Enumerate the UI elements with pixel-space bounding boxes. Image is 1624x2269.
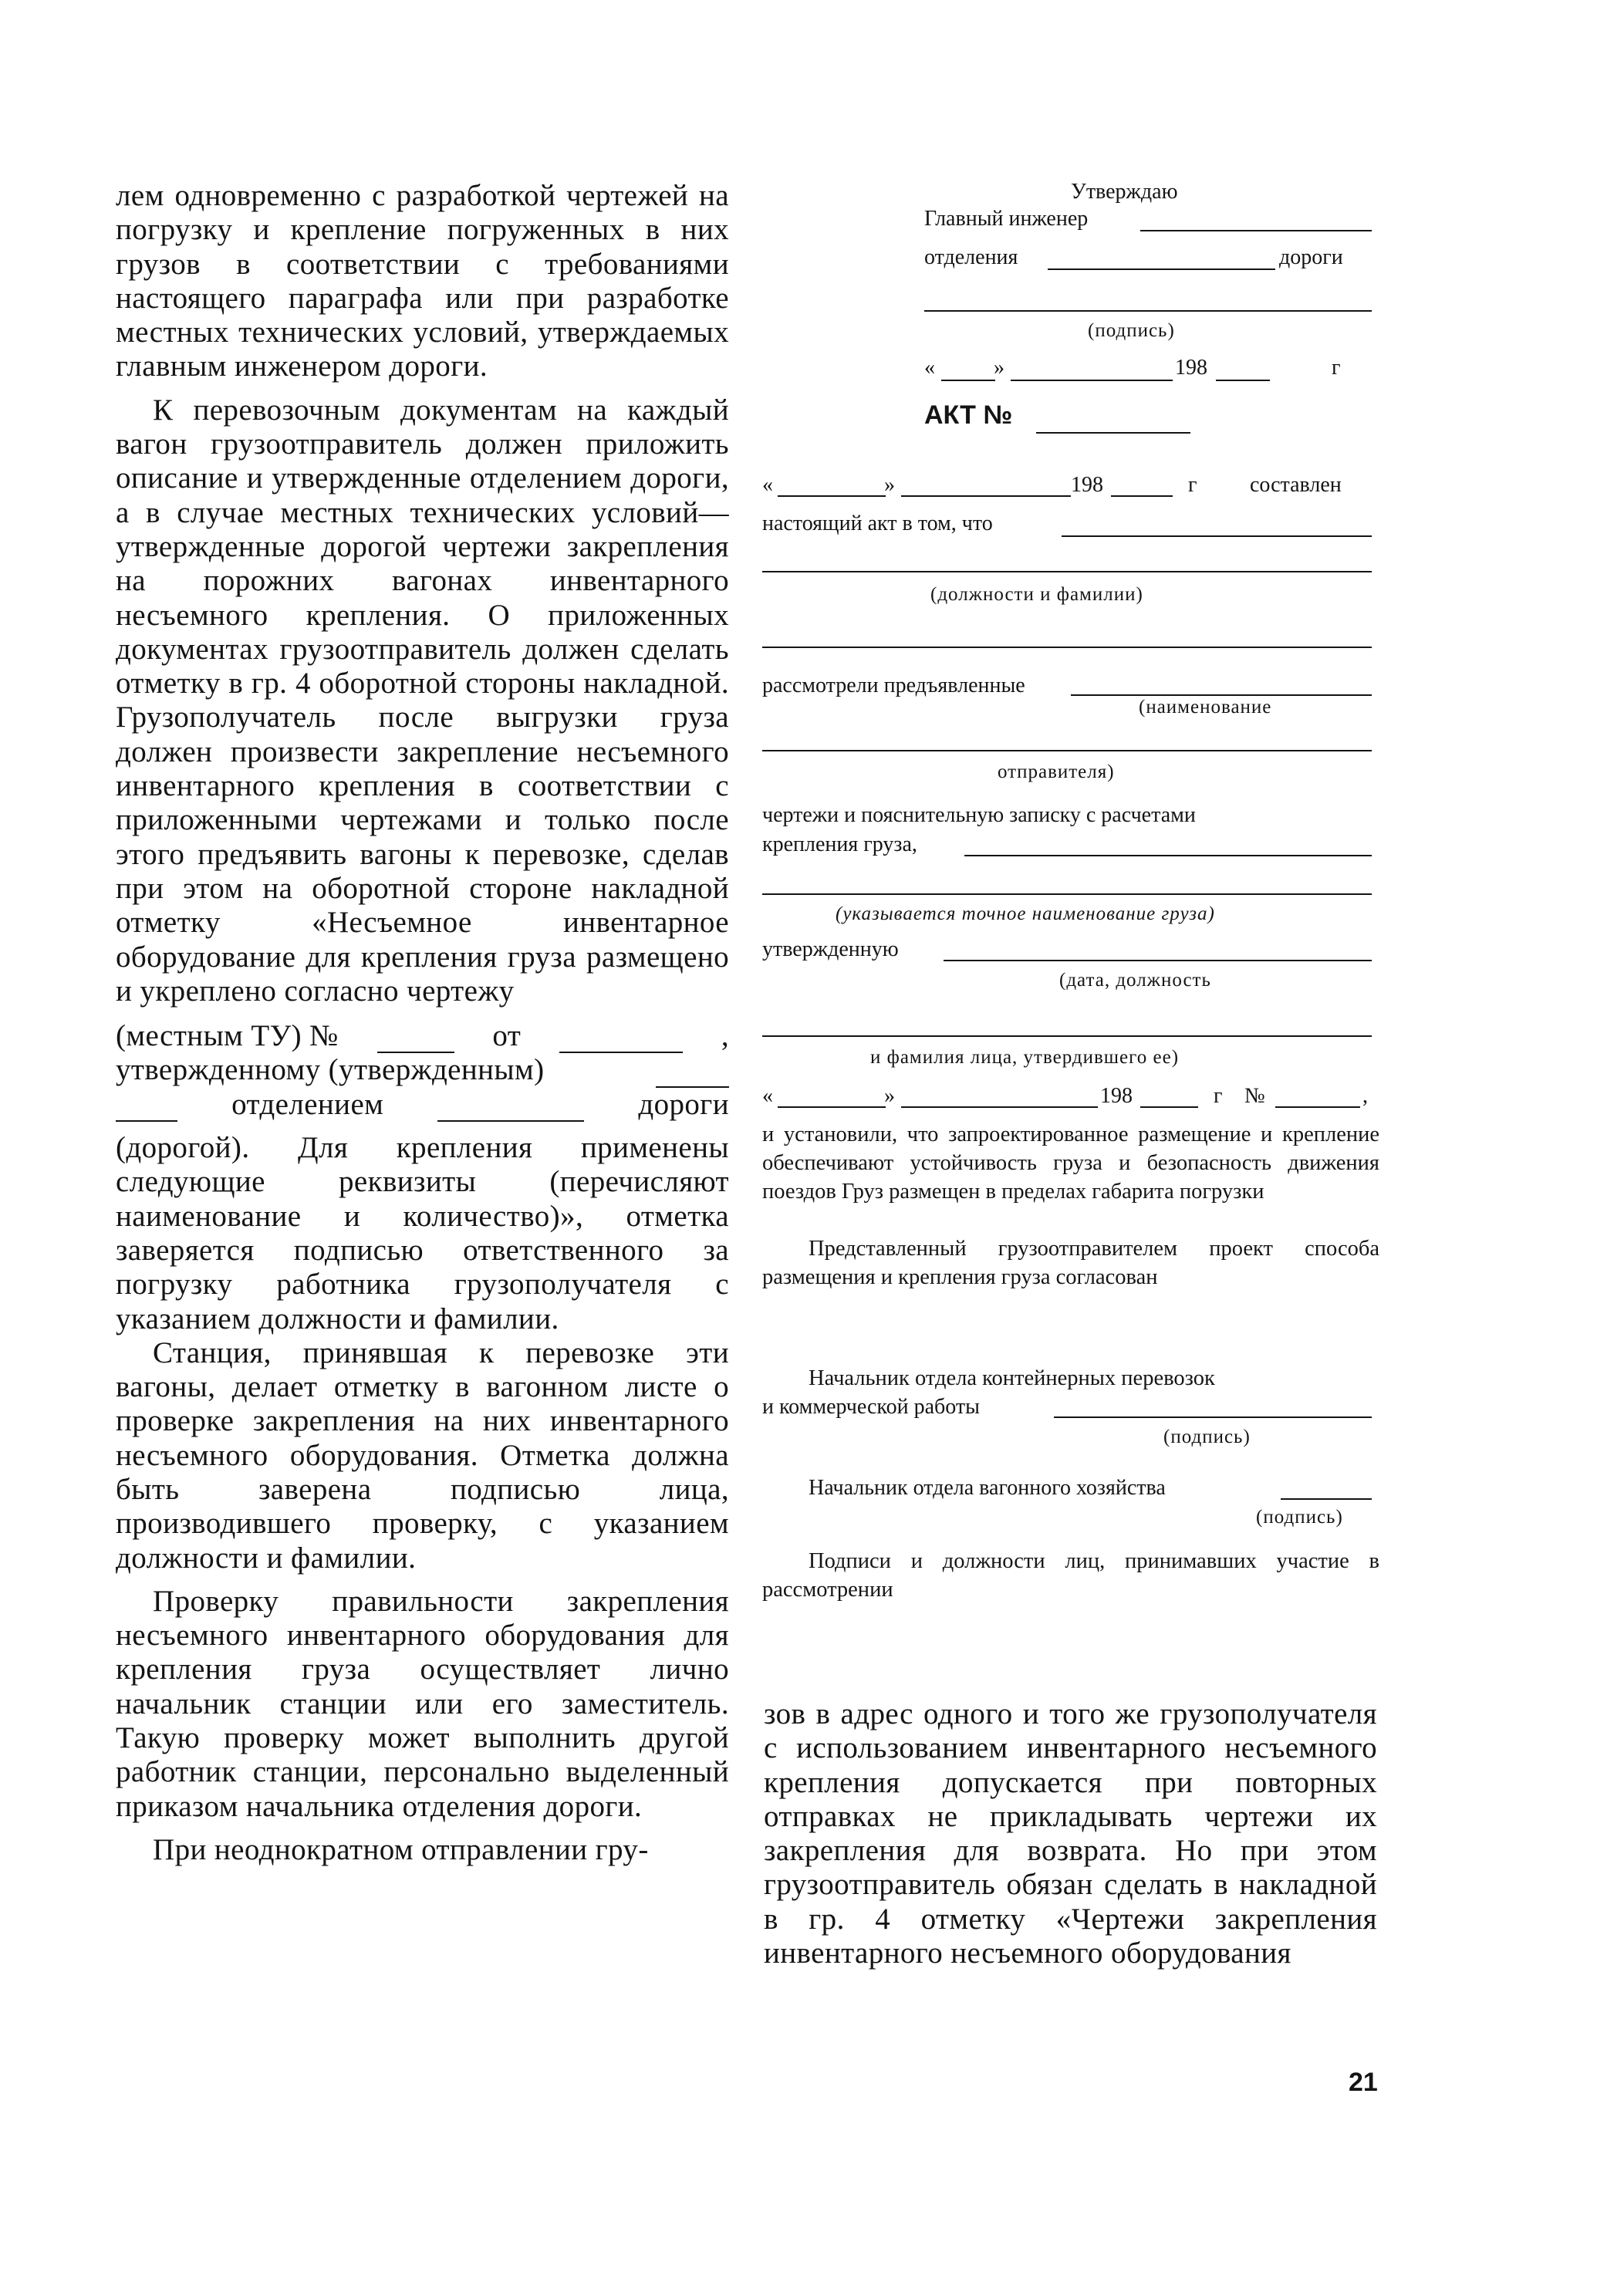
signature-caption-2: (подпись) (1163, 1427, 1251, 1447)
form-line-1: (местным ТУ) № от , (116, 1019, 729, 1053)
this-act-label: настоящий акт в том, что (762, 512, 993, 535)
department-line (1048, 268, 1275, 270)
right-bottom-column (764, 1697, 1377, 1970)
approve-label: Утверждаю (1071, 180, 1178, 204)
head-wagon-label: Начальник отдела вагонного хозяйства (809, 1476, 1166, 1500)
signatures-text: Подписи и должности лиц, принимавших участие в рассмотрении (762, 1549, 1379, 1602)
name-caption: (наименование (1139, 697, 1272, 718)
sender-caption: отправителя) (998, 761, 1115, 782)
exact-name-caption: (указывается точное наименование груза) (836, 903, 1215, 924)
act-number-line (1036, 432, 1190, 434)
fastening-label: крепления груза, (762, 832, 917, 856)
left-column (116, 179, 729, 1867)
surname-caption: и фамилия лица, утвердившего ее) (870, 1047, 1180, 1068)
paragraph-right-bottom: зов в адрес одного и того же грузополучателя с использованием инвентарного несъемного крепления допускается при повторных отправках не прикладывать чертежи их закрепления для возврата. Но при этом грузоотправитель обязан сделать в накладной в гр. 4 отметку «Чертежи закрепления инвентарного несъемного оборудования (764, 1697, 1377, 1970)
paragraph-3: Станция, принявшая к перевозке эти вагоны, делает отметку в вагонном листе о проверке закрепления на них инвентарного несъемного оборудования. Отметка должна быть заверена подписью лица, производившего проверку, с указанием должности и фамилии. (116, 1335, 729, 1575)
presented-text: Представленный грузоотправителем проект способа размещения и крепления груза согласован (762, 1237, 1379, 1289)
examined-label: рассмотрели предъявленные (762, 674, 1025, 697)
signature-line (924, 310, 1372, 312)
established-text: и установили, что запроектированное размещение и крепление обеспечивают устойчивость груза и безопасность движения поездов Груз размещен в пределах габарита погрузки (762, 1123, 1379, 1204)
drawings-label: чертежи и пояснительную записку с расчетами (762, 803, 1196, 827)
form-line-2: утвержденному (утвержденным) (116, 1053, 729, 1087)
signature-caption-3: (подпись) (1256, 1507, 1343, 1528)
department-label: отделения (924, 245, 1018, 269)
paragraph-2-cont: (дорогой). Для крепления применены следующие реквизиты (перечисляют наименование и количество)», отметка заверяется подписью ответственного за погрузку работника грузополучателя с указанием должности и фамилии. (116, 1131, 729, 1335)
approved-label: утвержденную (762, 937, 899, 961)
paragraph-4: Проверку правильности закрепления несъемного инвентарного оборудования для крепления груза осуществляет лично начальник станции или его заместитель. Такую проверку может выполнить другой работник станции, персонально выделенный приказом начальника отделения дороги. (116, 1584, 729, 1823)
date-position-caption: (дата, должность (1059, 970, 1211, 991)
paragraph-2: К перевозочным документам на каждый вагон грузоотправитель должен приложить описание и утвержденные отделением дороги, а в случае местных технических условий—утвержденные дорогой чертежи закрепления на порожних вагонах инвентарного несъемного крепления. О приложенных документах грузоотправитель должен сделать отметку в гр. 4 оборотной стороны накладной. Грузополучатель после выгрузки груза должен произвести закрепление несъемного инвентарного крепления в соответствии с приложенными чертежами и только после этого предъявить вагоны к перевозке, сделав при этом на оборотной стороне накладной отметку «Несъемное инвентарное оборудование для крепления груза размещено и укреплено согласно чертежу (116, 393, 729, 1008)
road-label: дороги (1279, 245, 1343, 269)
head-container-line1: Начальник отдела контейнерных перевозок (809, 1366, 1215, 1390)
paragraph-5: При неоднократном отправлении гру- (153, 1832, 649, 1866)
page-number: 21 (1349, 2068, 1378, 2097)
head-container-line2: и коммерческой работы (762, 1395, 980, 1419)
chief-engineer-line (1140, 230, 1372, 231)
signature-caption: (подпись) (1088, 320, 1175, 341)
paragraph-1: лем одновременно с разработкой чертежей на погрузку и крепление погруженных в них грузов в соответствии с требованиями настоящего параграфа или при разработке местных технических условий, утверждаемых главным инженером дороги. (116, 179, 729, 383)
act-title: АКТ № (924, 400, 1013, 430)
composed-label: составлен (1250, 473, 1342, 497)
position-names-caption: (должности и фамилии) (930, 584, 1143, 605)
form-line-3: отделением дороги (116, 1088, 729, 1122)
chief-engineer-label: Главный инженер (924, 207, 1089, 231)
